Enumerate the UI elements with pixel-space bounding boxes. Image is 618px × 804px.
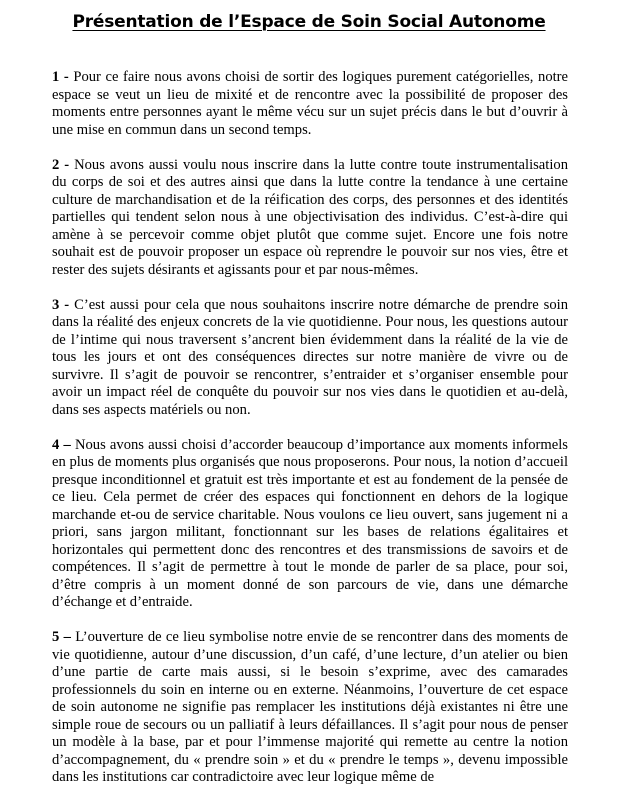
paragraph-text: Pour ce faire nous avons choisi de sortir des logiques purement catégorielles, notre espace se veut un lieu de mixité et de rencontre avec la possibilité de proposer des moments entre personnes ayant le même vécu sur un sujet précis dans le but d’ouvrir à une mise en commun dans un second temps.: [52, 69, 569, 138]
paragraph-number: 2 -: [52, 156, 70, 173]
paragraph-4: [52, 437, 568, 612]
page-title: Présentation de l’Espace de Soin Social Autonome: [72, 12, 546, 32]
paragraph-text: L’ouverture de ce lieu symbolise notre envie de se rencontrer dans des moments de vie quotidienne, autour d’une discussion, d’un café, d’une lecture, d’un atelier ou bien d’une partie de carte mais aussi, si le besoin s’exprime, avec des camarades professionnels du soin en interne ou en externe. Néanmoins, l’ouverture de cet espace de soin autonome ne signifie pas remplacer les institutions déjà existantes ni être une simple roue de secours ou un palliatif à leurs défaillances. Il s’agit pour nous de penser un modèle à la base, par et pour l’immense majorité qui remette au centre la notion d’accompagnement, du « prendre soin » et du « prendre le temps », devenu impossible dans les institutions car contradictoire avec leur logique même de: [52, 629, 569, 785]
document-body: [52, 69, 568, 804]
paragraph-number: 5 –: [52, 629, 71, 645]
paragraph-5: [52, 629, 568, 787]
paragraph-number: 4 –: [52, 436, 71, 453]
paragraph-text: Nous avons aussi voulu nous inscrire dans la lutte contre toute instrumentalisation du corps de soi et des autres ainsi que dans la lutte contre la tendance à une certaine culture de marchandisation et de la réification des corps, des personnes et des identités partielles qui tendent selon nous à une objectivisation des individus. C’est-à-dire qui amène à se percevoir comme objet plutôt que comme sujet. Encore une fois notre souhait est de pouvoir proposer un espace où reprendre le pouvoir sur nos vies, être et rester des sujets désirants et agissants pour et par nous-mêmes.: [52, 156, 568, 278]
paragraph-number: 1 -: [52, 69, 69, 85]
paragraph-1: [52, 69, 568, 139]
paragraph-number: 3 -: [52, 296, 70, 313]
paragraph-3: [52, 297, 568, 420]
paragraph-text: Nous avons aussi choisi d’accorder beaucoup d’importance aux moments informels en plus de moments plus organisés que nous proposerons. Pour nous, la notion d’accueil presque inconditionnel et gratuit est très importante et est au fondement de la pensée de ce lieu. Cela permet de créer des espaces qui fonctionnent en dehors de la logique marchande et-ou de service charitable. Nous voulons ce lieu ouvert, sans jugement ni a priori, sans jargon militant, fonctionnant sur les bases de relations égalitaires et horizontales qui permettent donc des rencontres et des transmissions de savoirs et de compétences. Il s’agit de permettre à tout le monde de parler de sa place, pour soi, d’être compris à un moment donné de son parcours de vie, dans une démarche d’échange et d’entraide.: [52, 436, 568, 610]
paragraph-2: [52, 157, 568, 280]
paragraph-text: C’est aussi pour cela que nous souhaitons inscrire notre démarche de prendre soin dans la réalité des enjeux concrets de la vie quotidienne. Pour nous, les questions autour de l’intime qui nous traversent s’ancrent bien évidemment dans la réalité de la vie de tous les jours et ont des conséquences directes sur notre manière de vivre ou de survivre. Il s’agit de pouvoir se rencontrer, s’entraider et s’organiser ensemble pour avoir un impact réel de conquête du pouvoir sur nos vies dans le quotidien et au-delà, dans ses aspects matériels ou non.: [52, 296, 568, 418]
